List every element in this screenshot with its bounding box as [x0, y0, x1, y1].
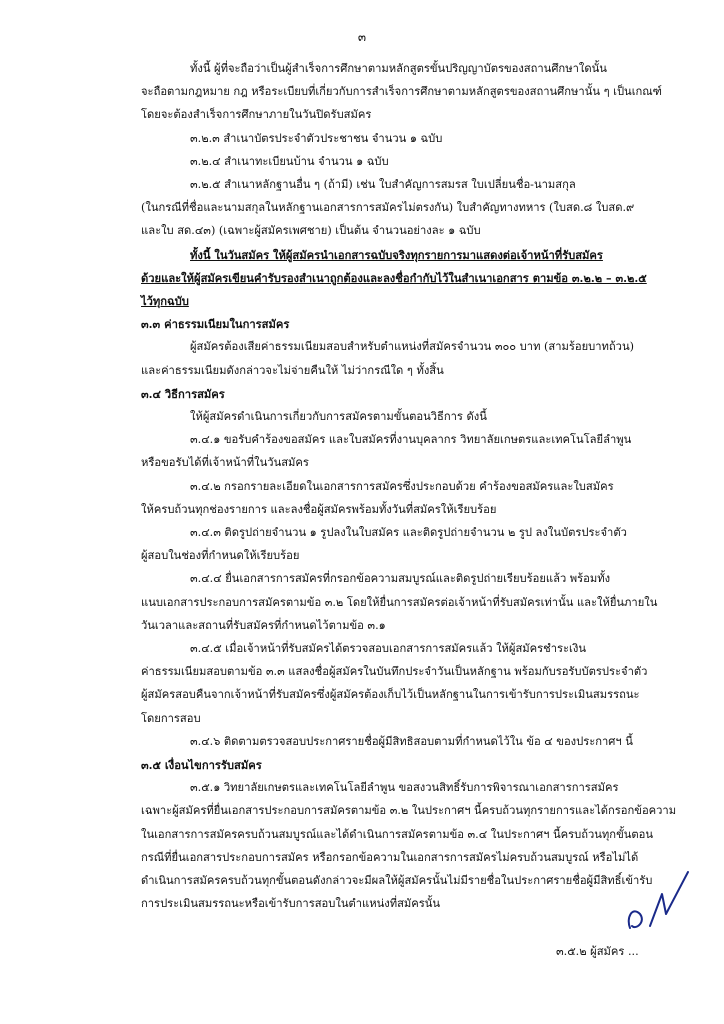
- section-3-5-line4: กรณีที่ยื่นเอกสารประกอบการสมัคร หรือกรอกข้อความในเอกสารการสมัครไม่ครบถ้วนสมบูรณ์ หรือไม่ได้: [141, 850, 639, 864]
- item-3-4-3-line2: ผู้สอบในช่องที่กำหนดให้เรียบร้อย: [141, 549, 300, 563]
- item-3-4-5-line1: ๓.๔.๕ เมื่อเจ้าหน้าที่รับสมัครได้ตรวจสอบเอกสารการสมัครแล้ว ให้ผู้สมัครชำระเงิน: [190, 642, 586, 655]
- section-3-3-heading: ๓.๓ ค่าธรรมเนียมในการสมัคร: [141, 317, 290, 332]
- section-3-5-line3: ในเอกสารการสมัครครบถ้วนสมบูรณ์และได้ดำเนินการสมัครตามข้อ ๓.๔ ในประกาศฯ นี้ครบถ้วนทุกขั้นตอน: [141, 827, 654, 841]
- item-3-4-4-line1: ๓.๔.๔ ยื่นเอกสารการสมัครที่กรอกข้อความสมบูรณ์และติดรูปถ่ายเรียบร้อยแล้ว พร้อมทั้ง: [190, 572, 611, 586]
- item-3-2-5-line2: (ในกรณีที่ชื่อและนามสกุลในหลักฐานเอกสารการสมัครไม่ตรงกัน) ใบสำคัญทางทหาร (ใบสด.๘ ใบสด.๙: [141, 201, 635, 215]
- item-3-4-1-line2: หรือขอรับได้ที่เจ้าหน้าที่ในวันสมัคร: [141, 456, 309, 470]
- section-3-5-line5: ดำเนินการสมัครครบถ้วนทุกขั้นตอนดังกล่าวจะมีผลให้ผู้สมัครนั้นไม่มีรายชื่อในประกาศรายชื่อผู้มีสิทธิ์เข้ารับ: [141, 874, 653, 887]
- item-3-4-2-line1: ๓.๔.๒ กรอกรายละเอียดในเอกสารการสมัครซึ่งประกอบด้วย คำร้องขอสมัครและใบสมัคร: [190, 479, 614, 493]
- section-3-4-intro: ให้ผู้สมัครดำเนินการเกี่ยวกับการสมัครตามขั้นตอนวิธีการ ดังนี้: [190, 410, 487, 423]
- item-3-4-5-line2: ค่าธรรมเนียมสอบตามข้อ ๓.๓ แสลงชื่อผู้สมัครในบันทึกประจำวันเป็นหลักฐาน พร้อมกับรอรับบัตรประจำตัว: [141, 665, 648, 679]
- section-3-3-line1: ผู้สมัครต้องเสียค่าธรรมเนียมสอบสำหรับตำแหน่งที่สมัครจำนวน ๓๐๐ บาท (สามร้อยบาทถ้วน): [190, 340, 634, 354]
- para1-line1: ทั้งนี้ ผู้ที่จะถือว่าเป็นผู้สำเร็จการศึกษาตามหลักสูตรขั้นปริญญาบัตรของสถานศึกษาใดนั้น: [190, 62, 607, 75]
- item-3-4-4-line3: วันเวลาและสถานที่รับสมัครที่กำหนดไว้ตามข้อ ๓.๑: [141, 618, 386, 632]
- item-3-4-2-line2: ให้ครบถ้วนทุกช่องรายการ และลงชื่อผู้สมัครพร้อมทั้งวันที่สมัครให้เรียบร้อย: [141, 502, 497, 516]
- section-3-3-line2: และค่าธรรมเนียมดังกล่าวจะไม่จ่ายคืนให้ ไม่ว่ากรณีใด ๆ ทั้งสิ้น: [141, 363, 444, 377]
- item-3-2-3: ๓.๒.๓ สำเนาบัตรประจำตัวประชาชน จำนวน ๑ ฉบับ: [190, 131, 443, 145]
- section-3-5-heading: ๓.๕ เงื่อนไขการรับสมัคร: [141, 758, 262, 772]
- item-3-4-6: ๓.๔.๖ ติดตามตรวจสอบประกาศรายชื่อผู้มีสิทธิสอบตามที่กำหนดไว้ใน ข้อ ๔ ของประกาศฯ นี้: [190, 734, 633, 748]
- section-3-5-line2: เฉพาะผู้สมัครที่ยื่นเอกสารประกอบการสมัครตามข้อ ๓.๒ ในประกาศฯ นี้ครบถ้วนทุกรายการและได้กรอกข้อความ: [141, 804, 677, 818]
- section-3-4-heading: ๓.๔ วิธีการสมัคร: [141, 386, 225, 401]
- item-3-4-1-line1: ๓.๔.๑ ขอรับคำร้องขอสมัคร และใบสมัครที่งานบุคลากร วิทยาลัยเกษตรและเทคโนโลยีลำพูน: [190, 433, 632, 447]
- item-3-2-5-line1: ๓.๒.๕ สำเนาหลักฐานอื่น ๆ (ถ้ามี) เช่น ใบสำคัญการสมรส ใบเปลี่ยนชื่อ-นามสกุล: [190, 178, 576, 191]
- note-line2: ด้วยและให้ผู้สมัครเขียนคำรับรองสำเนาถูกต้องและลงชื่อกำกับไว้ในสำเนาเอกสาร ตามข้อ ๓.๒.๒ – ๓.๒.๕: [141, 270, 647, 285]
- page-number: ๓: [357, 30, 367, 44]
- item-3-4-4-line2: แนบเอกสารประกอบการสมัครตามข้อ ๓.๒ โดยให้ยื่นการสมัครต่อเจ้าหน้าที่รับสมัครเท่านั้น และให้ยื่นภายใน: [141, 595, 658, 609]
- note-line1: ทั้งนี้ ในวันสมัคร ให้ผู้สมัครนำเอกสารฉบับจริงทุกรายการมาแสดงต่อเจ้าหน้าที่รับสมัคร: [190, 247, 603, 262]
- page-footer-continuation: ๓.๕.๒ ผู้สมัคร ...: [556, 945, 639, 958]
- section-3-5-line1: ๓.๕.๑ วิทยาลัยเกษตรและเทคโนโลยีลำพูน ขอสงวนสิทธิ์รับการพิจารณาเอกสารการสมัคร: [190, 781, 619, 795]
- para1-line3: โดยจะต้องสำเร็จการศึกษาภายในวันปิดรับสมัคร: [141, 108, 372, 122]
- para1-line2: จะถือตามกฎหมาย กฎ หรือระเบียบที่เกี่ยวกับการสำเร็จการศึกษาตามหลักสูตรของสถานศึกษานั้น ๆ เป็นเกณฑ์: [141, 85, 662, 99]
- item-3-2-5-line3: และใบ สด.๔๓) (เฉพาะผู้สมัครเพศชาย) เป็นต้น จำนวนอย่างละ ๑ ฉบับ: [141, 224, 481, 238]
- item-3-4-5-line3: ผู้สมัครสอบคืนจากเจ้าหน้าที่รับสมัครซึ่งผู้สมัครต้องเก็บไว้เป็นหลักฐานในการเข้ารับการประเมินสมรรถนะ: [141, 688, 640, 702]
- item-3-4-5-line4: โดยการสอบ: [141, 711, 201, 725]
- section-3-5-line6: การประเมินสมรรถนะหรือเข้ารับการสอบในตำแหน่งที่สมัครนั้น: [141, 897, 441, 911]
- note-line3: ไว้ทุกฉบับ: [141, 294, 189, 308]
- item-3-4-3-line1: ๓.๔.๓ ติดรูปถ่ายจำนวน ๑ รูปลงในใบสมัคร และติดรูปถ่ายจำนวน ๒ รูป ลงในบัตรประจำตัว: [190, 526, 627, 539]
- item-3-2-4: ๓.๒.๔ สำเนาทะเบียนบ้าน จำนวน ๑ ฉบับ: [190, 154, 389, 168]
